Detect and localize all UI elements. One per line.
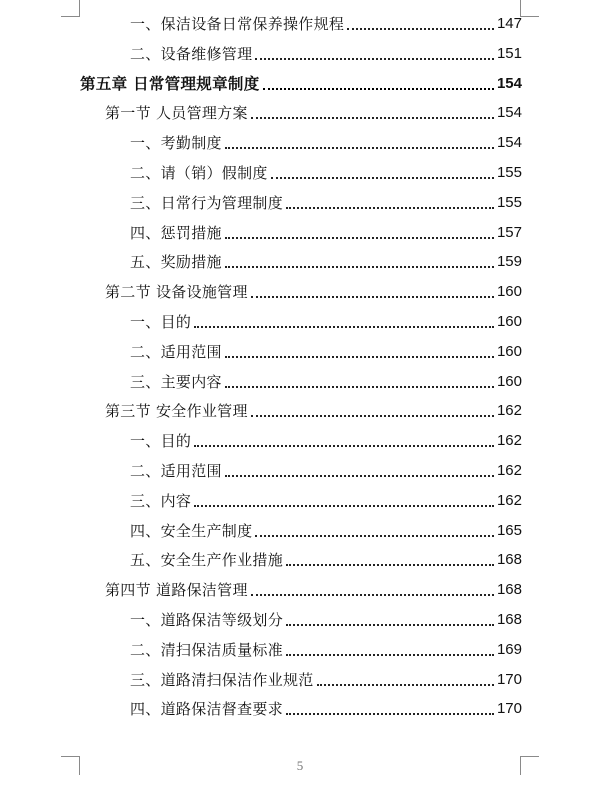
toc-entry-page: 168 [496, 611, 522, 628]
toc-entry-title: 二、设备维修管理 [130, 44, 253, 63]
toc-entry-title: 二、适用范围 [130, 462, 222, 480]
toc-leader-dots [194, 326, 494, 328]
toc-entry-page: 151 [496, 44, 522, 62]
toc-leader-dots [194, 505, 494, 507]
toc-entry-section[interactable] [0, 399, 522, 423]
toc-entry-item[interactable] [0, 548, 522, 572]
toc-leader-dots [286, 624, 494, 626]
toc-entry-title: 三、主要内容 [130, 372, 222, 391]
toc-entry-page: 154 [496, 74, 522, 92]
toc-entry-title: 第四节 道路保洁管理 [105, 581, 248, 600]
toc-entry-title: 第三节 安全作业管理 [105, 402, 248, 421]
toc-leader-dots [225, 356, 494, 358]
toc-leader-dots [255, 535, 494, 537]
toc-leader-dots [251, 594, 494, 596]
toc-leader-dots [271, 177, 494, 179]
toc-entry-page: 162 [496, 432, 522, 450]
toc-entry-item[interactable] [0, 489, 522, 513]
toc-entry-title: 一、目的 [130, 432, 192, 451]
toc-entry-title: 第二节 设备设施管理 [105, 283, 248, 302]
toc-entry-page: 162 [496, 491, 522, 509]
toc-entry-title: 一、道路保洁等级划分 [130, 611, 284, 629]
toc-leader-dots [225, 266, 494, 268]
toc-entry-page: 155 [496, 193, 522, 211]
toc-entry-title: 五、安全生产作业措施 [130, 551, 284, 570]
toc-entry-page: 160 [496, 283, 522, 301]
toc-entry-page: 154 [496, 104, 522, 122]
toc-entry-section[interactable] [0, 101, 522, 125]
toc-entry-item[interactable] [0, 697, 522, 721]
toc-entry-item[interactable] [0, 340, 522, 364]
toc-entry-title: 第一节 人员管理方案 [105, 104, 248, 123]
toc-entry-page: 159 [496, 253, 522, 271]
toc-leader-dots [225, 475, 494, 477]
toc-entry-title: 五、奖励措施 [130, 253, 222, 272]
toc-entry-title: 一、目的 [130, 313, 192, 331]
toc-entry-title: 二、清扫保洁质量标准 [130, 640, 284, 659]
toc-entry-item[interactable] [0, 310, 522, 334]
toc-entry-title: 一、考勤制度 [130, 134, 222, 153]
toc-entry-page: 154 [496, 134, 522, 152]
toc-entry-item[interactable] [0, 668, 522, 692]
toc-entry-page: 147 [496, 15, 522, 32]
toc-entry-item[interactable] [0, 131, 522, 155]
toc-entry-chapter[interactable] [0, 72, 522, 96]
toc-entry-page: 165 [496, 521, 522, 539]
toc-entry-page: 168 [496, 551, 522, 569]
toc-entry-title: 四、安全生产制度 [130, 521, 253, 540]
toc-entry-title: 二、请（销）假制度 [130, 164, 268, 182]
toc-entry-item[interactable] [0, 429, 522, 453]
toc-entry-item[interactable] [0, 459, 522, 483]
toc-entry-title: 第五章 日常管理规章制度 [80, 74, 260, 93]
toc-leader-dots [225, 237, 494, 239]
toc-entry-item[interactable] [0, 12, 522, 36]
toc-leader-dots [286, 564, 494, 566]
toc-leader-dots [251, 296, 494, 298]
toc-entry-page: 170 [496, 670, 522, 688]
toc-leader-dots [255, 58, 494, 60]
toc-entry-title: 三、内容 [130, 491, 192, 510]
toc-leader-dots [194, 445, 494, 447]
page-number: 5 [296, 758, 304, 773]
toc-entry-page: 162 [496, 462, 522, 479]
toc-entry-title: 四、惩罚措施 [130, 223, 222, 242]
toc-leader-dots [286, 713, 494, 715]
toc-entry-page: 170 [496, 700, 522, 718]
toc-entry-item[interactable] [0, 638, 522, 662]
toc-entry-section[interactable] [0, 280, 522, 304]
toc-entry-page: 168 [496, 581, 522, 599]
toc-entry-title: 三、日常行为管理制度 [130, 193, 284, 212]
toc-entry-title: 三、道路清扫保洁作业规范 [130, 670, 314, 689]
toc-entry-item[interactable] [0, 370, 522, 394]
toc-entry-item[interactable] [0, 608, 522, 632]
toc-leader-dots [251, 415, 494, 417]
toc-leader-dots [225, 386, 494, 388]
toc-entry-page: 169 [496, 640, 522, 658]
toc-entry-page: 162 [496, 402, 522, 420]
toc-entry-title: 一、保洁设备日常保养操作规程 [130, 15, 345, 33]
toc-leader-dots [263, 88, 494, 90]
toc-entry-title: 二、适用范围 [130, 342, 222, 361]
toc-entry-item[interactable] [0, 250, 522, 274]
toc-entry-page: 160 [496, 372, 522, 390]
toc-entry-page: 160 [496, 342, 522, 360]
toc-entry-item[interactable] [0, 161, 522, 185]
toc-entry-page: 155 [496, 164, 522, 181]
toc-entry-title: 四、道路保洁督查要求 [130, 700, 284, 719]
toc-leader-dots [347, 28, 494, 30]
toc-entry-section[interactable] [0, 578, 522, 602]
toc-entry-item[interactable] [0, 519, 522, 543]
toc-leader-dots [225, 147, 494, 149]
toc-entry-item[interactable] [0, 191, 522, 215]
toc-leader-dots [317, 684, 494, 686]
toc-leader-dots [251, 117, 494, 119]
toc-entry-item[interactable] [0, 221, 522, 245]
toc-entry-page: 157 [496, 223, 522, 241]
toc-entry-page: 160 [496, 313, 522, 330]
toc-leader-dots [286, 654, 494, 656]
toc-entry-item[interactable] [0, 42, 522, 66]
toc-leader-dots [286, 207, 494, 209]
crop-mark-top-right [520, 0, 539, 17]
